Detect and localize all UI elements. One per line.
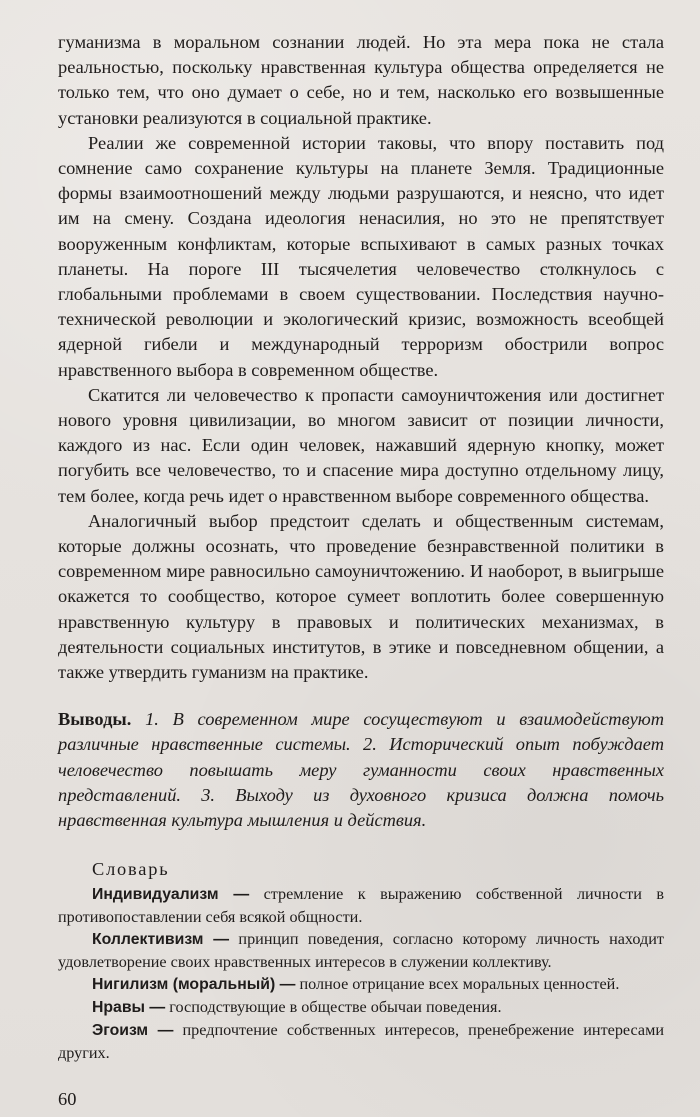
page-number: 60 — [58, 1089, 77, 1109]
dictionary-term: Эгоизм — — [92, 1021, 174, 1039]
paragraph: Скатится ли человечество к пропасти самоуничтожения или достигнет нового уровня цивилизации, во многом зависит от позиции личности, каждого из нас. Если один человек, нажавший ядерную кнопку, может погубить все человечество, то и спасение мира доступно отдельному лицу, тем более, когда речь идет о нравственном выборе современного общества. — [58, 384, 664, 506]
dictionary-entry — [58, 996, 664, 1019]
dictionary-entry — [58, 883, 664, 928]
dictionary-term: Нравы — — [92, 998, 166, 1016]
dictionary-definition: стремление к выражению собственной личности в противопоставлении себя всякой общности. — [58, 884, 665, 926]
dictionary-entry — [58, 973, 664, 996]
dictionary-definition: предпочтение собственных интересов, пренебрежение интересами других. — [58, 1020, 664, 1062]
paragraph: Аналогичный выбор предстоит сделать и общественным системам, которые должны осознать, что проведение безнравственной политики в современном мире равносильно самоуничтожению. И наоборот, в выигрыше окажется то сообщество, которое сумеет воплотить более совершенную нравственную культуру в правовых и политических механизмах, в деятельности социальных институтов, в этике и повседневном общении, а также утвердить гуманизм на практике. — [58, 510, 664, 683]
dictionary-term: Нигилизм (моральный) — — [92, 975, 296, 993]
paragraph: Реалии же современной истории таковы, что впору поставить под сомнение само сохранение культуры на планете Земля. Традиционные формы взаимоотношений между людьми разрушаются, и неясно, что идет им на смену. Создана идеология ненасилия, но это не препятствует вооруженным конфликтам, которые вспыхивают в самых разных точках планеты. На пороге III тысячелетия человечество столкнулось с глобальными проблемами в своем существовании. Последствия научно-технической революции и экологический кризис, возможность всеобщей ядерной гибели и международный терроризм обострили вопрос нравственного выбора в современном обществе. — [58, 132, 664, 380]
dictionary-entry — [58, 928, 664, 973]
dictionary-definition: принцип поведения, согласно которому личность находит удовлетворение своих нравственных интересов в служении коллективу. — [58, 929, 664, 971]
paragraph: гуманизма в моральном сознании людей. Но эта мера пока не стала реальностью, поскольку нравственная культура общества определяется не только тем, что оно думает о себе, но и тем, насколько его возвышенные установки реализуются в социальной практике. — [58, 32, 664, 128]
dictionary-definition: господствующие в обществе обычаи поведения. — [165, 997, 502, 1016]
conclusions — [58, 707, 664, 833]
conclusion-label: Выводы. — [58, 709, 132, 730]
dictionary-entry — [58, 1019, 664, 1064]
main-text — [58, 30, 664, 1064]
conclusion-text: 1. В современном мире сосуществуют и взаимодействуют различные нравственные системы. 2. Исторический опыт побуждает человечество повышать меру гуманности своих нравственных представлений. 3. Выходу из духовного кризиса должна помочь нравственная культура мышления и действия. — [58, 709, 664, 831]
dictionary-definition: полное отрицание всех моральных ценностей. — [295, 974, 620, 993]
dictionary-term: Индивидуализм — — [92, 885, 250, 903]
dictionary-term: Коллективизм — — [92, 930, 230, 948]
dictionary-title: Словарь — [92, 859, 170, 880]
